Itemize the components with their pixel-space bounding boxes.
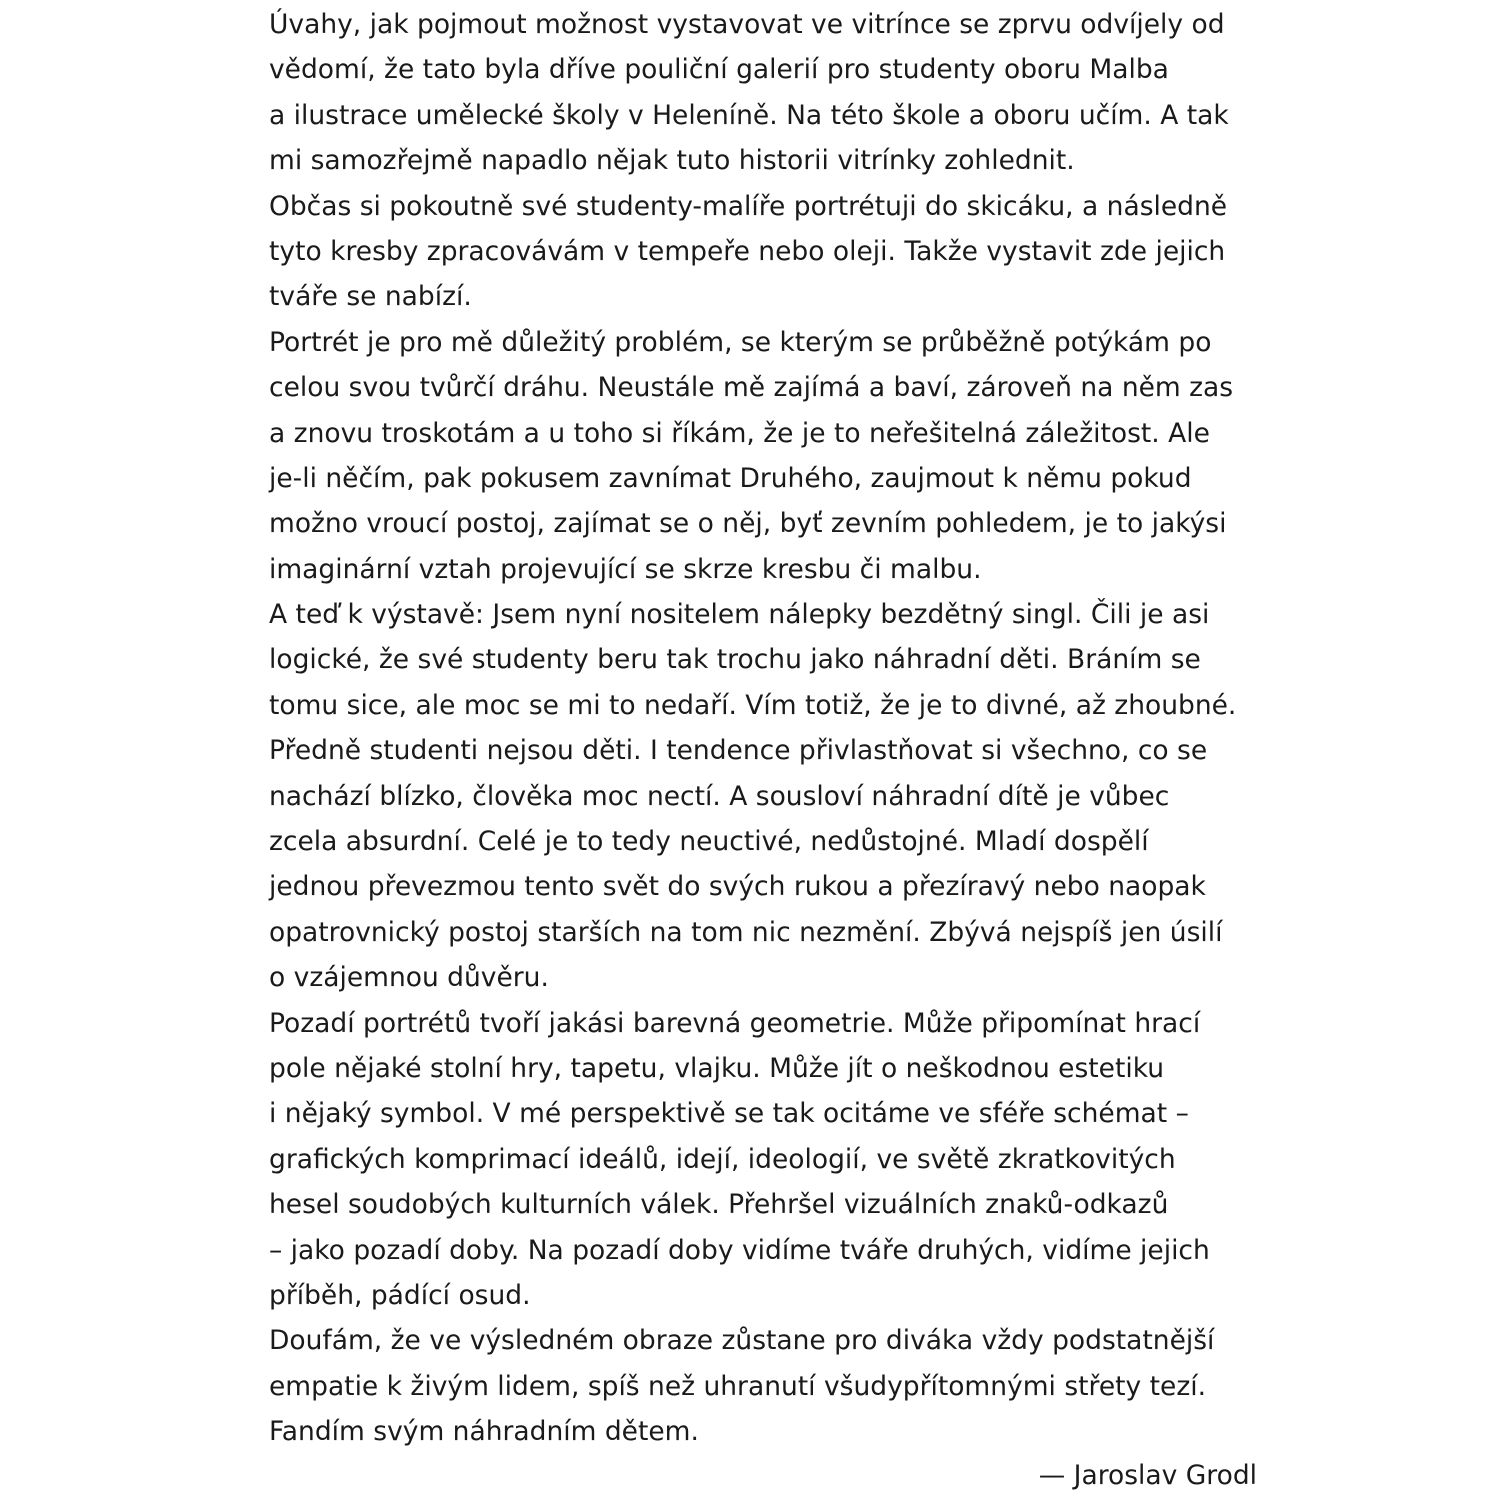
text-line: je-li něčím, pak pokusem zavnímat Druhého, zaujmout k němu pokud (269, 462, 1192, 494)
text-line: tomu sice, ale moc se mi to nedaří. Vím totiž, že je to divné, až zhoubné. (269, 689, 1237, 721)
text-line: imaginární vztah projevující se skrze kresbu či malbu. (269, 553, 982, 585)
paragraph (269, 1318, 1269, 1454)
author-signature: — Jaroslav Grodl (1038, 1460, 1257, 1491)
paragraph (269, 1001, 1269, 1319)
text-line: i nějaký symbol. V mé perspektivě se tak ocitáme ve sféře schémat – (269, 1098, 1189, 1130)
text-line: a znovu troskotám a u toho si říkám, že je to neřešitelná záležitost. Ale (269, 417, 1210, 449)
paragraph (269, 184, 1269, 320)
text-line: logické, že své studenty beru tak trochu jako náhradní děti. Bráním se (269, 644, 1201, 676)
paragraph (269, 592, 1269, 1001)
text-line: zcela absurdní. Celé je to tedy neuctivé, nedůstojné. Mladí dospělí (269, 826, 1149, 858)
text-line: Pozadí portrétů tvoří jakási barevná geometrie. Může připomínat hrací (269, 1007, 1201, 1039)
text-line: Úvahy, jak pojmout možnost vystavovat ve vitrínce se zprvu odvíjely od (269, 9, 1225, 40)
text-line: opatrovnický postoj starších na tom nic nezmění. Zbývá nejspíš jen úsilí (269, 916, 1223, 948)
text-line: hesel soudobých kulturních válek. Přehršel vizuálních znaků-odkazů (269, 1189, 1169, 1221)
text-line: pole nějaké stolní hry, tapetu, vlajku. Může jít o neškodnou estetiku (269, 1052, 1165, 1084)
paragraph (269, 320, 1269, 592)
article-body (269, 2, 1269, 1455)
text-line: Občas si pokoutně své studenty-malíře portrétuji do skicáku, a následně (269, 190, 1228, 222)
text-line: Předně studenti nejsou děti. I tendence přivlastňovat si všechno, co se (269, 735, 1208, 767)
text-line: jednou převezmou tento svět do svých rukou a přezíravý nebo naopak (269, 871, 1206, 903)
text-line: tyto kresby zpracovávám v tempeře nebo oleji. Takže vystavit zde jejich (269, 235, 1226, 267)
text-line: Portrét je pro mě důležitý problém, se kterým se průběžně potýkám po (269, 326, 1212, 358)
text-line: vědomí, že tato byla dříve pouliční galerií pro studenty oboru Malba (269, 54, 1169, 86)
text-line: grafických komprimací ideálů, idejí, ideologií, ve světě zkratkovitých (269, 1143, 1176, 1175)
text-line: empatie k živým lidem, spíš než uhranutí všudypřítomnými střety tezí. (269, 1370, 1207, 1402)
text-line: a ilustrace umělecké školy v Heleníně. Na této škole a oboru učím. A tak (269, 99, 1229, 131)
text-line: Fandím svým náhradním dětem. (269, 1416, 699, 1448)
text-line: celou svou tvůrčí dráhu. Neustále mě zajímá a baví, zároveň na něm zas (269, 372, 1234, 404)
text-line: mi samozřejmě napadlo nějak tuto historii vitrínky zohlednit. (269, 145, 1075, 177)
text-line: A teď k výstavě: Jsem nyní nositelem nálepky bezdětný singl. Čili je asi (269, 599, 1210, 631)
text-line: tváře se nabízí. (269, 281, 472, 313)
text-line: – jako pozadí doby. Na pozadí doby vidíme tváře druhých, vidíme jejich (269, 1234, 1210, 1266)
text-line: o vzájemnou důvěru. (269, 962, 549, 994)
text-line: příběh, pádící osud. (269, 1279, 531, 1311)
text-line: nachází blízko, člověka moc nectí. A sousloví náhradní dítě je vůbec (269, 780, 1170, 812)
text-line: možno vroucí postoj, zajímat se o něj, byť zevním pohledem, je to jakýsi (269, 508, 1227, 540)
text-line: Doufám, že ve výsledném obraze zůstane pro diváka vždy podstatnější (269, 1325, 1215, 1357)
paragraph (269, 2, 1269, 184)
